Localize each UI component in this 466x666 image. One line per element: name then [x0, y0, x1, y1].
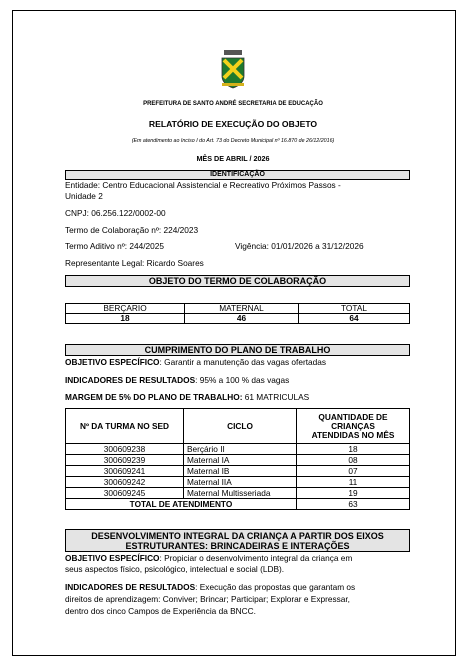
table-row — [66, 477, 410, 488]
class-cycle: Maternal IA — [184, 455, 297, 466]
institution-name: PREFEITURA DE SANTO ANDRÉ SECRETARIA DE EDUCAÇÃO — [143, 101, 323, 107]
class-number: 300609242 — [66, 477, 184, 488]
report-subtitle: (Em atendimento ao Inciso I do Art. 73 do Decreto Municipal nº 16.870 de 26/12/2016) — [131, 138, 335, 144]
plan-objective-text: : Garantir a manutenção das vagas ofertadas — [159, 357, 327, 367]
class-quantity: 07 — [297, 466, 410, 477]
legal-representative: Representante Legal: Ricardo Soares — [65, 258, 204, 268]
report-title: RELATÓRIO DE EXECUÇÃO DO OBJETO — [148, 119, 318, 129]
class-cycle: Maternal IIA — [184, 477, 297, 488]
additive-term: Termo Aditivo nº: 244/2025 — [65, 241, 164, 251]
classes-table — [65, 408, 410, 510]
object-value-total: 64 — [299, 314, 410, 324]
development-indicators-line-1 — [65, 582, 355, 592]
identification-heading: IDENTIFICAÇÃO — [65, 170, 410, 180]
class-cycle: Maternal Multisseriada — [184, 488, 297, 499]
plan-objective-label: OBJETIVO ESPECÍFICO — [65, 357, 160, 367]
col-header-quantity-line-1: QUANTIDADE DE — [318, 411, 388, 422]
col-header-class-number: Nº DA TURMA NO SED — [66, 409, 184, 444]
plan-heading: CUMPRIMENTO DO PLANO DE TRABALHO — [65, 344, 410, 356]
col-header-quantity-line-2: CRIANÇAS — [331, 420, 375, 431]
class-number: 300609245 — [66, 488, 184, 499]
table-row — [66, 455, 410, 466]
cnpj: CNPJ: 06.256.122/0002-00 — [65, 208, 166, 218]
class-number: 300609238 — [66, 444, 184, 455]
validity: Vigência: 01/01/2026 a 31/12/2026 — [235, 241, 364, 251]
entity-line-1: Entidade: Centro Educacional Assistencial e Recreativo Próximos Passos - — [65, 180, 341, 190]
col-header-cycle: CICLO — [184, 409, 297, 444]
class-quantity: 11 — [297, 477, 410, 488]
entity-line-2: Unidade 2 — [65, 191, 103, 201]
total-value: 63 — [297, 499, 410, 510]
development-heading-line-2: ESTRUTURANTES: BRINCADEIRAS E INTERAÇÕES — [125, 541, 350, 551]
object-header-total: TOTAL — [299, 304, 410, 314]
class-cycle: Maternal IB — [184, 466, 297, 477]
object-table — [65, 303, 410, 324]
plan-margin — [65, 392, 309, 402]
development-indicators-line-2: direitos de aprendizagem: Conviver; Brincar; Participar; Explorar e Expressar, — [65, 594, 350, 604]
report-month: MÊS DE ABRIL / 2026 — [196, 154, 270, 163]
object-value-bercario: 18 — [66, 314, 185, 324]
total-label: TOTAL DE ATENDIMENTO — [66, 499, 297, 510]
development-objective-text-1: : Propiciar o desenvolvimento integral da criança em — [159, 553, 353, 563]
development-indicators-text-1: : Execução das propostas que garantam os — [195, 582, 356, 592]
plan-indicators — [65, 375, 289, 385]
development-indicators-line-3: dentro dos cinco Campos de Experiência da BNCC. — [65, 606, 256, 616]
object-header-bercario: BERÇARIO — [66, 304, 185, 314]
development-heading-line-1: DESENVOLVIMENTO INTEGRAL DA CRIANÇA A PARTIR DOS EIXOS — [91, 531, 384, 541]
development-objective-label: OBJETIVO ESPECÍFICO — [65, 553, 160, 563]
plan-margin-label: MARGEM DE 5% DO PLANO DE TRABALHO: — [65, 392, 243, 402]
col-header-quantity-line-3: ATENDIDAS NO MÊS — [311, 429, 395, 440]
object-value-maternal: 46 — [185, 314, 299, 324]
object-heading: OBJETO DO TERMO DE COLABORAÇÃO — [65, 275, 410, 287]
plan-margin-text: 61 MATRICULAS — [242, 392, 310, 402]
crest-icon — [219, 50, 247, 90]
plan-indicators-text: : 95% a 100 % das vagas — [195, 375, 290, 385]
class-cycle: Berçário II — [184, 444, 297, 455]
table-row — [66, 444, 410, 455]
plan-objective — [65, 357, 326, 367]
class-quantity: 08 — [297, 455, 410, 466]
development-indicators-label: INDICADORES DE RESULTADOS — [65, 582, 196, 592]
class-number: 300609241 — [66, 466, 184, 477]
class-number: 300609239 — [66, 455, 184, 466]
development-heading — [65, 529, 410, 552]
object-header-maternal: MATERNAL — [185, 304, 299, 314]
class-quantity: 19 — [297, 488, 410, 499]
table-row — [66, 466, 410, 477]
development-objective-line-1 — [65, 553, 352, 563]
class-quantity: 18 — [297, 444, 410, 455]
table-row — [66, 488, 410, 499]
col-header-quantity — [297, 409, 410, 444]
plan-indicators-label: INDICADORES DE RESULTADOS — [65, 375, 196, 385]
collaboration-term: Termo de Colaboração nº: 224/2023 — [65, 225, 199, 235]
development-objective-line-2: seus aspectos físico, psicológico, intelectual e social (LDB). — [65, 564, 285, 574]
